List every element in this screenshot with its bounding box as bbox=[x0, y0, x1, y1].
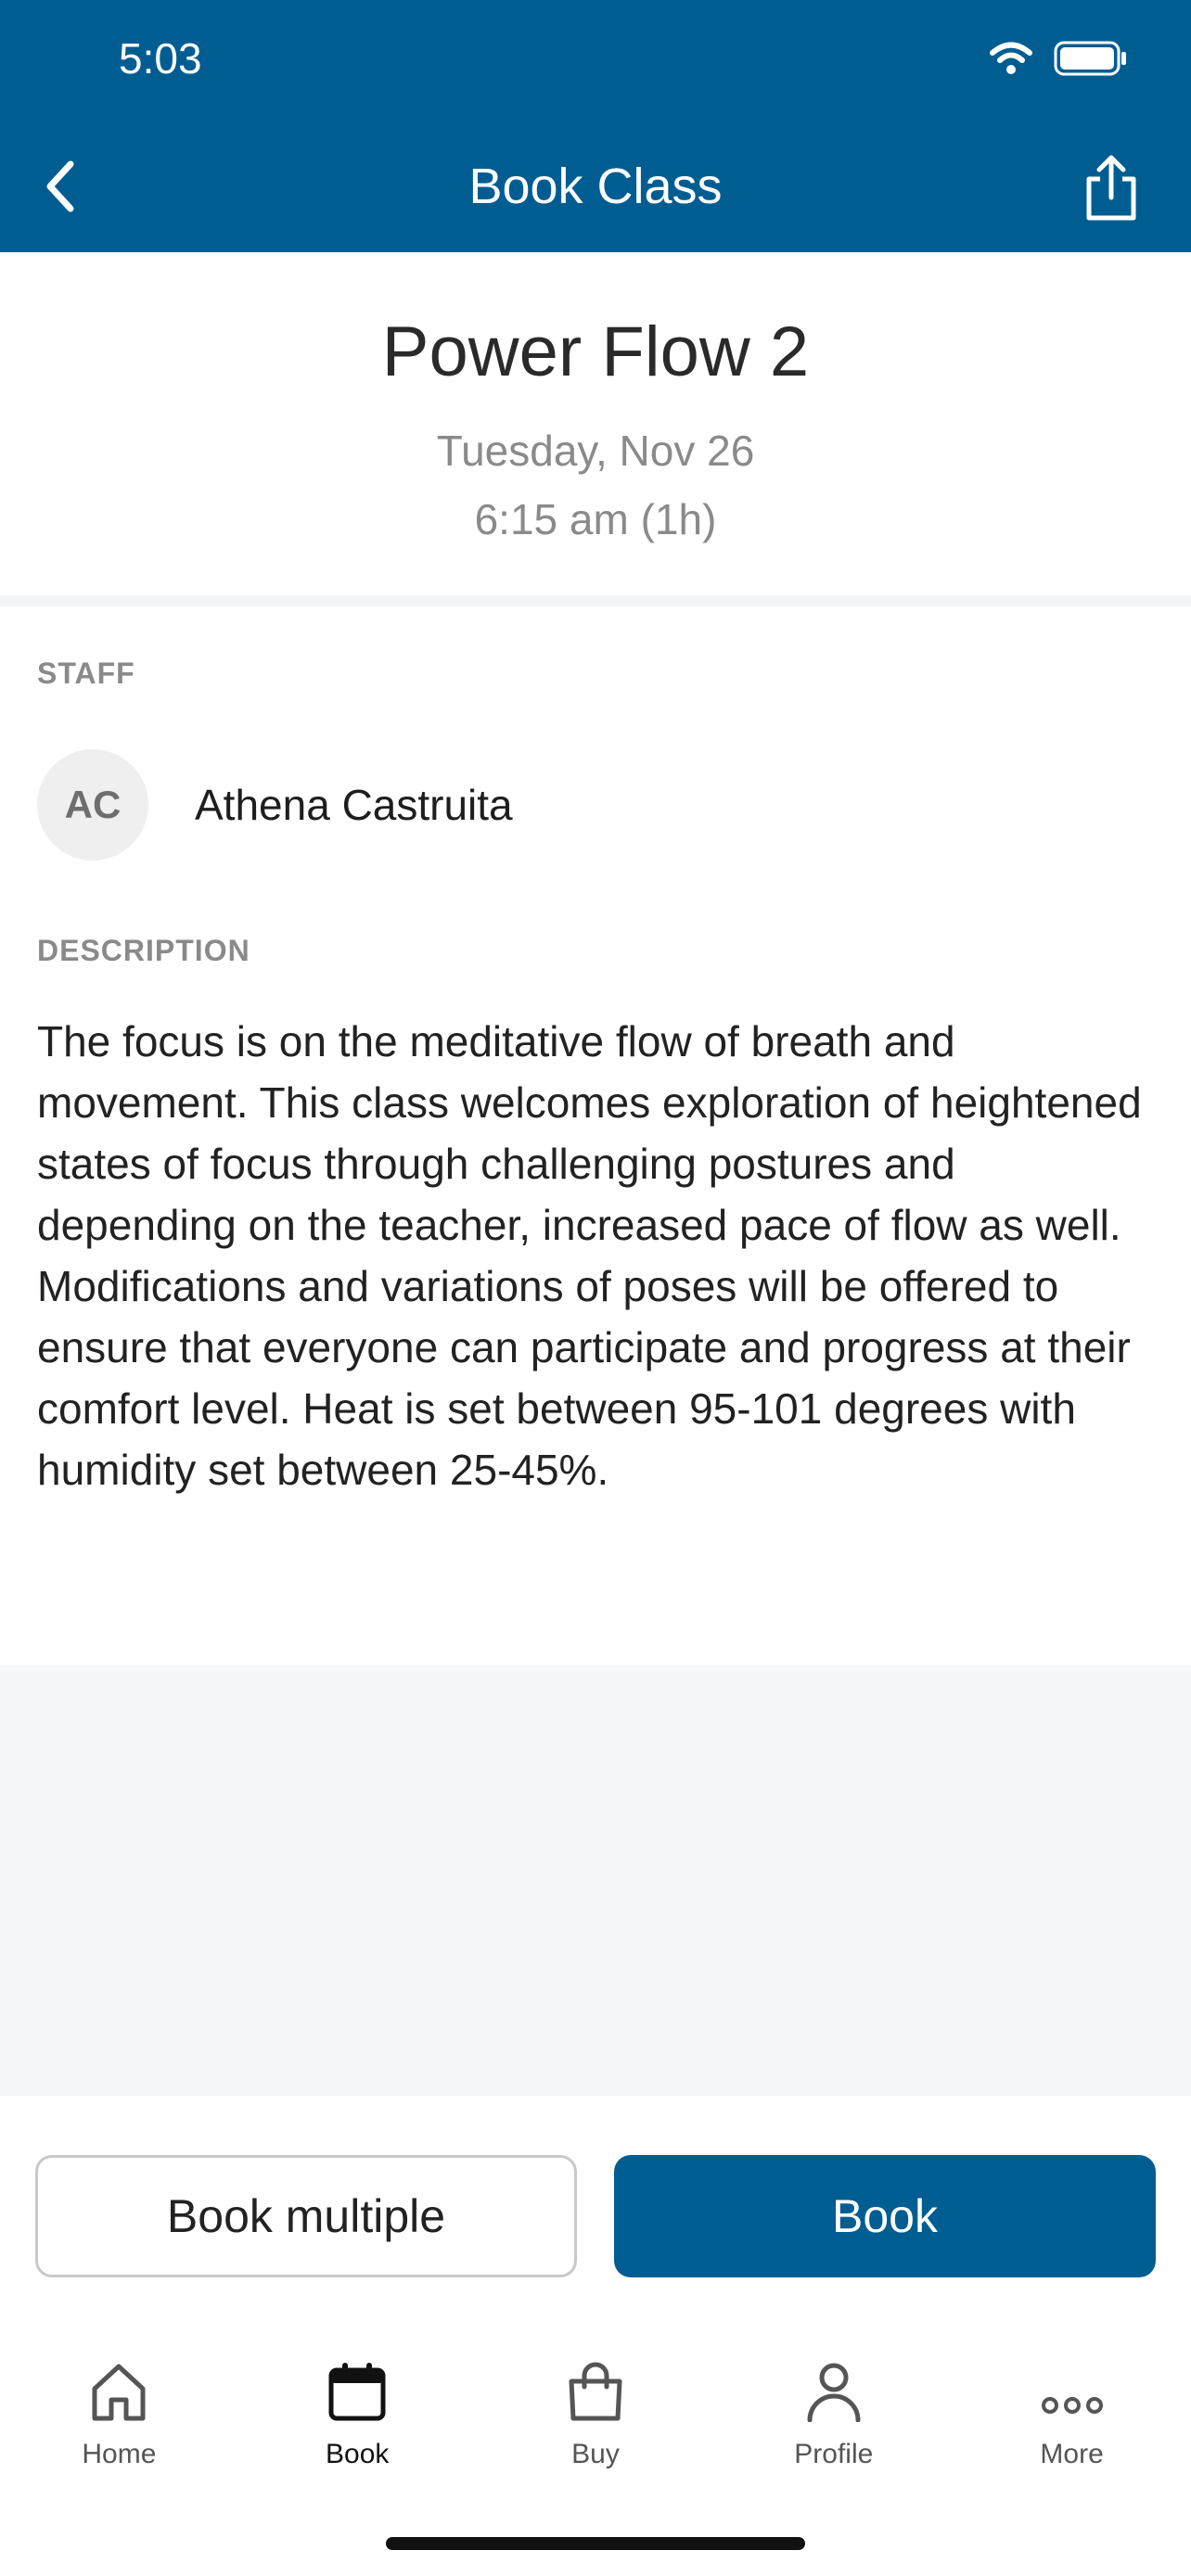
tab-label: Book bbox=[326, 2439, 390, 2469]
tab-bar bbox=[0, 2346, 1191, 2485]
class-date: Tuesday, Nov 26 bbox=[436, 427, 755, 475]
app-header bbox=[0, 0, 1191, 252]
staff-label: STAFF bbox=[37, 657, 135, 690]
shopping-bag-icon bbox=[566, 2346, 625, 2422]
staff-name: Athena Castruita bbox=[195, 781, 513, 829]
battery-icon bbox=[1054, 41, 1128, 81]
wifi-icon bbox=[989, 41, 1033, 81]
home-indicator bbox=[386, 2537, 805, 2550]
tab-label: Profile bbox=[794, 2439, 874, 2469]
spacer-area bbox=[0, 1665, 1191, 2096]
share-icon bbox=[1082, 155, 1141, 226]
book-multiple-button[interactable]: Book multiple bbox=[35, 2155, 577, 2277]
calendar-icon bbox=[327, 2346, 387, 2422]
book-button[interactable]: Book bbox=[614, 2155, 1156, 2277]
tab-buy[interactable] bbox=[477, 2346, 715, 2485]
share-button[interactable] bbox=[1074, 148, 1148, 232]
tab-home[interactable] bbox=[0, 2346, 238, 2485]
home-icon bbox=[89, 2346, 148, 2422]
tab-more[interactable] bbox=[953, 2346, 1191, 2485]
description-label: DESCRIPTION bbox=[37, 934, 250, 967]
status-time: 5:03 bbox=[119, 34, 202, 83]
staff-row[interactable] bbox=[37, 749, 513, 861]
tab-label: More bbox=[1040, 2439, 1104, 2469]
description-text: The focus is on the meditative flow of breath and movement. This class welcomes exploration of heightened states of focus through challenging postures and depending on the teacher, increased pace of flow as well. Modifications and variations of poses will be offered to ensure that everyone can participate and progress at their comfort level. Heat is set between 95-101 degrees with humidity set between 25-45%. bbox=[37, 1017, 1142, 1494]
class-time: 6:15 am (1h) bbox=[474, 495, 717, 543]
section-divider bbox=[0, 595, 1191, 606]
tab-profile[interactable] bbox=[714, 2346, 953, 2485]
tab-book[interactable] bbox=[238, 2346, 477, 2485]
page-title: Book Class bbox=[468, 159, 723, 214]
tab-label: Home bbox=[82, 2439, 157, 2469]
avatar: AC bbox=[37, 749, 148, 861]
class-title: Power Flow 2 bbox=[381, 312, 810, 391]
class-header bbox=[0, 252, 1191, 595]
status-icons bbox=[989, 41, 1128, 81]
tab-label: Buy bbox=[571, 2439, 620, 2469]
person-icon bbox=[804, 2346, 864, 2422]
more-dots-icon bbox=[1041, 2346, 1104, 2422]
